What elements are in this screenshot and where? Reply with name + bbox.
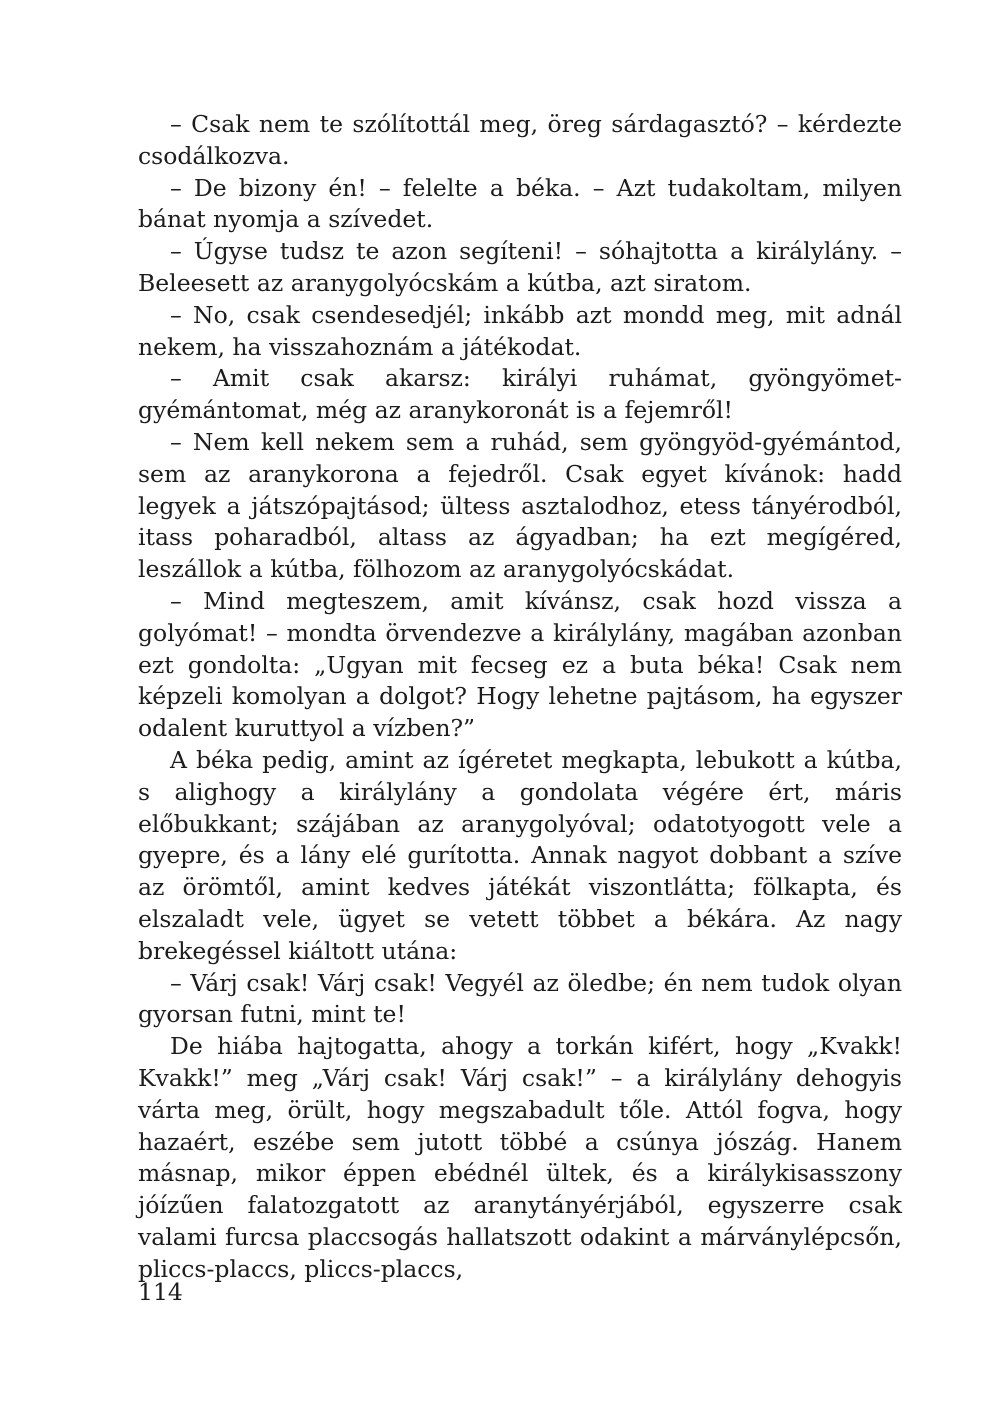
paragraph: – No, csak csendesedjél; inkább azt mondd meg, mit adnál nekem, ha visszahoznám a játékodat. bbox=[138, 300, 902, 361]
paragraph: – Úgyse tudsz te azon segíteni! – sóhajtotta a királylány. – Beleesett az aranygolyócskám a kútba, azt siratom. bbox=[138, 237, 902, 297]
page-number: 114 bbox=[138, 1278, 183, 1306]
paragraph: De hiába hajtogatta, ahogy a torkán kifért, hogy „Kvakk! Kvakk!” meg „Várj csak! Várj csak!” – a királylány dehogyis várta meg, örült, hogy megszabadult tőle. Attól fogva, hogy hazaért, eszébe sem jutott többé a csúnya jószág. Hanem másnap, mikor éppen ebédnél ültek, és a királykisasszony jóízűen falatozgatott az aranytányérjából, egyszerre csak valami furcsa placcsogás hallatszott odakint a márványlépcsőn, pliccs-placcs, pliccs-placcs, bbox=[138, 1032, 902, 1283]
paragraph: – Nem kell nekem sem a ruhád, sem gyöngyöd-gyémántod, sem az aranykorona a fejedről. Csak egyet kívánok: hadd legyek a játszópajtásod; ültess asztalodhoz, etess tányérodból, itass poharadból, altass az ágyadban; ha ezt megígéred, leszállok a kútba, fölhozom az aranygolyócskádat. bbox=[138, 427, 902, 584]
page-text-block bbox=[138, 109, 902, 1285]
paragraph: – Mind megteszem, amit kívánsz, csak hozd vissza a golyómat! – mondta örvendezve a királylány, magában azonban ezt gondolta: „Ugyan mit fecseg ez a buta béka! Csak nem képzeli komolyan a dolgot? Hogy lehetne pajtásom, ha egyszer odalent kuruttyol a vízben?” bbox=[138, 586, 902, 743]
paragraph: A béka pedig, amint az ígéretet megkapta, lebukott a kútba, s alighogy a királylány a gondolata végére ért, máris előbukkant; szájában az aranygolyóval; odatotyogott vele a gyepre, és a lány elé gurította. Annak nagyot dobbant a szíve az örömtől, amint kedves játékát viszontlátta; fölkapta, és elszaladt vele, ügyet se vetett többet a békára. Az nagy brekegéssel kiáltott utána: bbox=[138, 745, 902, 965]
paragraph: – De bizony én! – felelte a béka. – Azt tudakoltam, milyen bánat nyomja a szívedet. bbox=[138, 173, 902, 234]
paragraph: – Amit csak akarsz: királyi ruhámat, gyöngyömet-gyémántomat, még az aranykoronát is a fejemről! bbox=[138, 364, 902, 425]
paragraph: – Csak nem te szólítottál meg, öreg sárdagasztó? – kérdezte csodálkozva. bbox=[138, 110, 902, 170]
paragraph: – Várj csak! Várj csak! Vegyél az öledbe; én nem tudok olyan gyorsan futni, mint te! bbox=[138, 968, 902, 1029]
